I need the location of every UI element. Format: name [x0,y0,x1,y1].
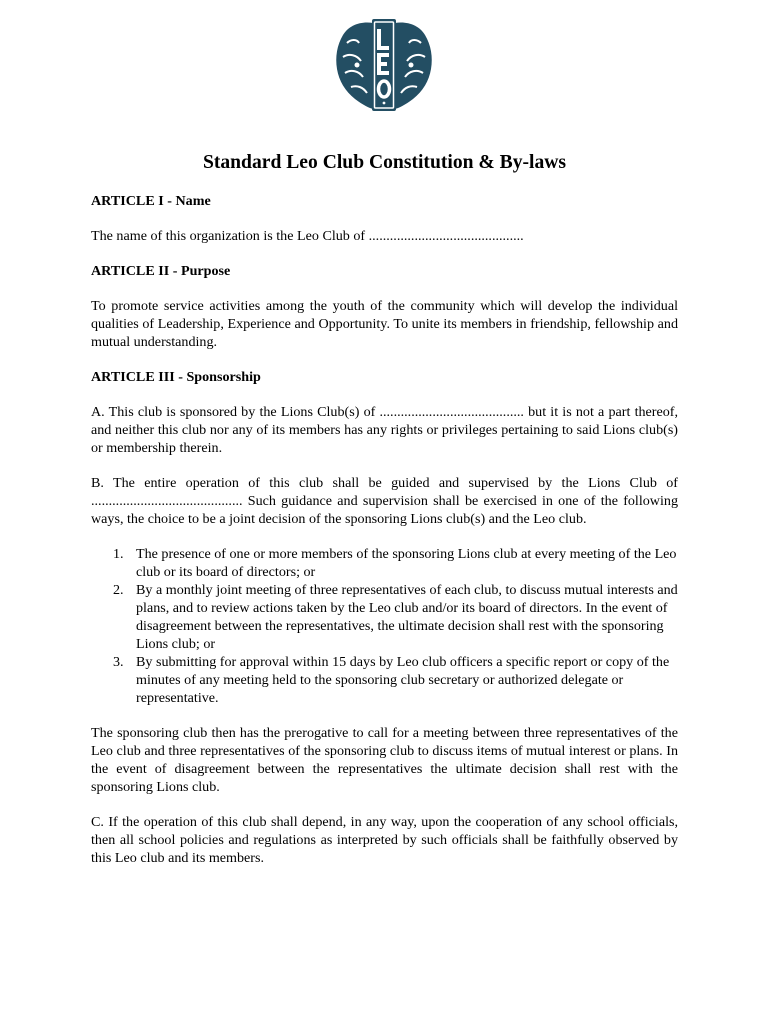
document-title: Standard Leo Club Constitution & By-laws [202,152,567,173]
list-item [91,653,678,707]
list-item [91,545,678,581]
article-3-paragraph-c: C. If the operation of this club shall depend, in any way, upon the cooperation of any school officials, then all school policies and regulations as interpreted by such officials shall be faithfully observed by this Leo club and its members. [91,814,678,866]
article-2-heading: ARTICLE II - Purpose [91,263,231,279]
list-item-text: By a monthly joint meeting of three representatives of each club, to discuss mutual interests and plans, and to review actions taken by the Leo club and/or its board of directors. In the event of disagreement between the representatives, the ultimate decision shall rest with the sponsoring Lions club; or [136,582,678,652]
article-1-text: The name of this organization is the Leo Club of ............................................ [91,228,524,244]
list-item-text: The presence of one or more members of the sponsoring Lions club at every meeting of the Leo club or its board of directors; or [136,546,677,580]
list-item-text: By submitting for approval within 15 days by Leo club officers a specific report or copy of the minutes of any meeting held to the sponsoring club secretary or authorized delegate or representative. [136,654,670,706]
article-3-paragraph-b: B. The entire operation of this club shall be guided and supervised by the Lions Club of ........................................... Such guidance and supervision shall be exercised in one of the following ways, the choice to be a joint decision of the sponsoring Lions club(s) and the Leo club. [91,475,678,527]
list-item-number: 3. [113,654,124,670]
article-2-text: To promote service activities among the youth of the community which will develop the individual qualities of Leadership, Experience and Opportunity. To unite its members in friendship, fellowship and mutual understanding. [91,298,678,350]
article-3-heading: ARTICLE III - Sponsorship [91,369,261,385]
sponsorship-options-list [91,545,678,707]
document-body [91,150,678,884]
leo-logo-icon [333,15,435,115]
list-item-number: 2. [113,582,124,598]
list-item-number: 1. [113,546,124,562]
article-1-heading: ARTICLE I - Name [91,193,211,209]
article-3-paragraph-a: A. This club is sponsored by the Lions Club(s) of ......................................... but it is not a part thereof, and neither this club nor any of its members has any rights or privileges pertaining to said Lions club(s) or membership therein. [91,404,678,456]
article-3-paragraph-after-list: The sponsoring club then has the prerogative to call for a meeting between three representatives of the Leo club and three representatives of the sponsoring club to discuss items of mutual interest or plans. In the event of disagreement between the representatives the ultimate decision shall rest with the sponsoring Lions club. [91,725,678,795]
list-item [91,581,678,653]
